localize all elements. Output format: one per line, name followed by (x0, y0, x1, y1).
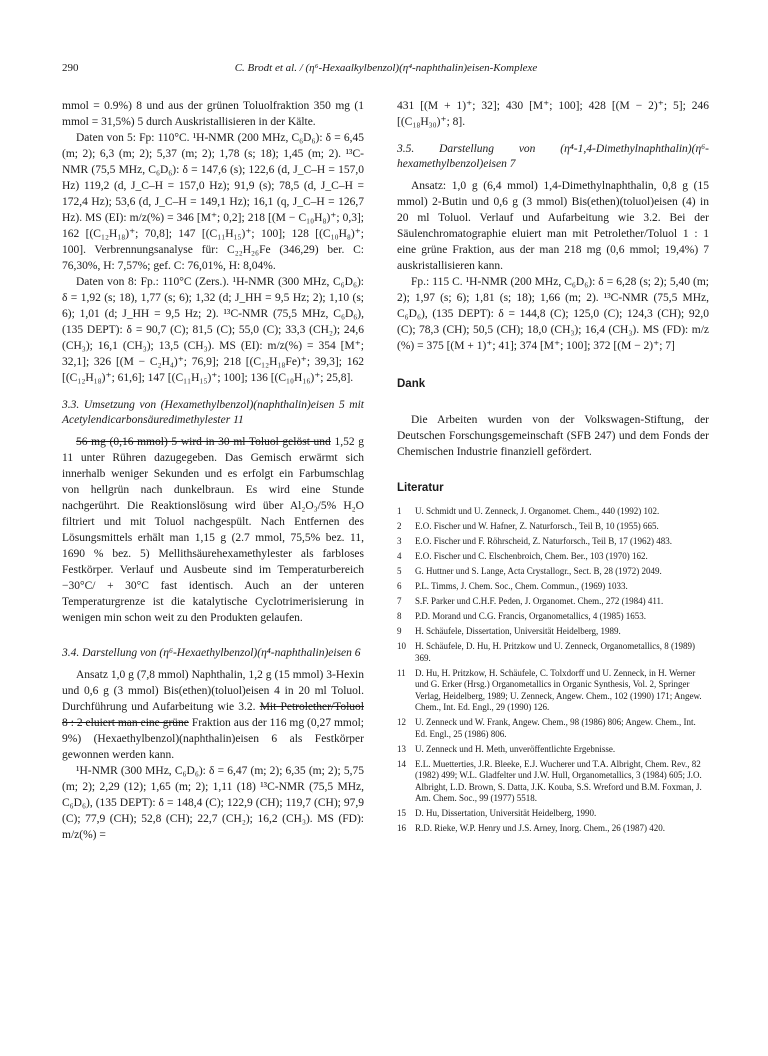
reference-item (397, 611, 709, 623)
reference-number: 1 (397, 506, 402, 516)
data-paragraph-compound-7: Fp.: 115 C. ¹H-NMR (200 MHz, C₆D₆): δ = 6,28 (s; 2); 5,40 (m; 2); 1,97 (s; 6); 1,81 (s; 18); 1,66 (m; 2). ¹³C-NMR (75,5 MHz, C₆D₆), (135 DEPT): δ = 144,8 (C); 125,0 (C); 124,3 (CH); 92,0 (C); 78,3 (CH); 50,5 (CH); 18,0 (CH₃); 16,4 (CH₃). MS (FD): m/z (%) = 375 [(M + 1)⁺; 41]; 374 [M⁺; 100]; 372 [(M − 2)⁺; 7] (397, 276, 709, 352)
reference-item (397, 626, 709, 638)
right-column (397, 98, 709, 838)
reference-text: E.O. Fischer und C. Elschenbroich, Chem. Ber., 103 (1970) 162. (415, 551, 648, 561)
acknowledgement-heading: Dank (397, 378, 426, 390)
paragraph: mmol = 0.9%) 8 und aus der grünen Toluolfraktion 350 mg (1 mmol = 31,5%) 5 durch Auskristallisieren in der Kälte. (62, 100, 364, 128)
reference-number: 5 (397, 566, 402, 576)
reference-item (397, 506, 709, 518)
reference-text: H. Schäufele, Dissertation, Universität Heidelberg, 1989. (415, 626, 621, 636)
reference-item (397, 759, 709, 805)
section-3-4-heading: 3.4. Darstellung von (η⁶-Hexaethylbenzol)(η⁴-naphthalin)eisen 6 (62, 647, 361, 659)
reference-number: 3 (397, 536, 402, 546)
reference-item (397, 566, 709, 578)
reference-number: 12 (397, 717, 406, 727)
page-number: 290 (62, 62, 79, 74)
reference-text: U. Zenneck und H. Meth, unveröffentlichte Ergebnisse. (415, 743, 616, 754)
struck-line: Mit Petrolether/Toluol 8 : 2 eluiert man eine grüne (62, 701, 364, 729)
reference-item (397, 717, 709, 740)
reference-text: P.L. Timms, J. Chem. Soc., Chem. Commun., (1969) 1033. (415, 581, 628, 591)
left-column (62, 98, 364, 843)
reference-number: 9 (397, 626, 402, 636)
reference-text: P.D. Morand und C.G. Francis, Organometallics, 4 (1985) 1653. (415, 611, 647, 621)
reference-number: 4 (397, 551, 402, 561)
reference-text: G. Huttner und S. Lange, Acta Crystallogr., Sect. B, 28 (1972) 2049. (415, 566, 662, 576)
running-title: C. Brodt et al. / (η⁶-Hexaalkylbenzol)(η⁴-naphthalin)eisen-Komplexe (234, 62, 538, 74)
reference-text: R.D. Rieke, W.P. Henry und J.S. Arney, Inorg. Chem., 26 (1987) 420. (415, 823, 665, 833)
paragraph: 431 [(M + 1)⁺; 32]; 430 [M⁺; 100]; 428 [(M − 2)⁺; 5]; 246 [(C₁₈H₃₀)⁺; 8]. (397, 100, 709, 128)
paragraph-text: 1,52 g 11 unter Rühren dazugegeben. Das Gemisch erwärmt sich innerhalb weniger Sekunden und es erfolgt ein Farbumschlag von hellgrün nach dunkelbraun. Es wird eine Stunde nachgerührt. Die Reaktionslösung wird über Al₂O₃/5% H₂O filtriert und mit Toluol nachgespült. Nach Entfernen des Lösungsmittels erhält man 1,15 g (2.7 mmol, 75,5% bez. 11, 1690 % bez. 5) Mellithsäurehexamethylester als farbloses Festkörper. Verlauf und Ausbeute sind im Temperaturbereich −30°C/ + 30°C fast identisch. Auch an der unteren Temperaturgrenze ist die katalytische Cyclotrimerisierung in wenigen min schon weit zu den Produkten gelaufen. (62, 436, 364, 624)
reference-item (397, 536, 709, 548)
acknowledgement-text: Die Arbeiten wurden von der Volkswagen-Stiftung, der Deutschen Forschungsgemeinschaft (SFB 247) und dem Fonds der Chemischen Industrie finanziell gefördert. (397, 414, 709, 458)
reference-number: 6 (397, 581, 402, 591)
reference-text: D. Hu, H. Pritzkow, H. Schäufele, C. Tolxdorff und U. Zenneck, in H. Werner und G. Erker (Hrsg.) Organometallics in Organic Synthesis, Vol. 2, Springer Verlag, Heidelberg, 1989; U. Zenneck, Angew. Chem., 102 (1990) 171; Angew. Chem., Int. Ed. Engl., 29 (1990) 126. (415, 667, 702, 712)
reference-item (397, 521, 709, 533)
references-heading: Literatur (397, 482, 444, 494)
section-3-3-paragraph (62, 434, 364, 626)
reference-number: 10 (397, 641, 406, 651)
reference-item (397, 668, 709, 714)
reference-number: 16 (397, 823, 406, 833)
reference-text: U. Schmidt und U. Zenneck, J. Organomet. Chem., 440 (1992) 102. (415, 506, 660, 516)
reference-text: U. Zenneck und W. Frank, Angew. Chem., 98 (1986) 806; Angew. Chem., Int. Ed. Engl., 25 (1986) 806. (415, 717, 696, 739)
reference-item (397, 596, 709, 608)
reference-text: D. Hu, Dissertation, Universität Heidelberg, 1990. (415, 808, 597, 818)
reference-number: 13 (397, 743, 406, 754)
paragraph-text: Fraktion aus der 116 mg (0,27 mmol; 9%) (Hexaethylbenzol)(naphthalin)eisen 6 als Festkörper gewonnen werden kann. (62, 717, 364, 761)
data-paragraph-compound-8: Daten von 8: Fp.: 110°C (Zers.). ¹H-NMR (300 MHz, C₆D₆): δ = 1,92 (s; 18), 1,77 (s; 6); 1,32 (d; J_HH = 9,5 Hz; 2); 1,10 (s; 6); 1,01 (d; J_HH = 9,5 Hz; 2). ¹³C-NMR (75,5 MHz, C₆D₆), (135 DEPT): δ = 90,7 (C); 81,5 (C); 55,0 (C); 33,3 (CH₂); 24,6 (CH₃); 16,1 (CH₃); 13,5 (CH₃). MS (EI): m/z(%) = 354 [M⁺; 32,1]; 326 [(M − C₂H₄)⁺; 76,9]; 218 [(C₁₂H₁₈Fe)⁺; 39,3]; 162 [(C₁₂H₁₈)⁺; 61,6]; 147 [(C₁₁H₁₅)⁺; 100]; 136 [(C₁₀H₁₆)⁺; 25,8]. (62, 276, 364, 384)
reference-number: 8 (397, 611, 402, 621)
reference-item (397, 551, 709, 563)
reference-item (397, 744, 709, 756)
reference-item (397, 808, 709, 820)
data-paragraph-compound-5: Daten von 5: Fp: 110°C. ¹H-NMR (200 MHz, C₆D₆): δ = 6,45 (m; 2); 6,3 (m; 2); 5,37 (m; 2); 1,78 (s; 18); 1,45 (m; 2). ¹³C-NMR (75,5 MHz, C₆D₆): δ = 147,6 (s); 122,6 (d, J_C–H = 157,0 Hz) 119,2 (d, J_C–H = 157,0 Hz); 91,9 (s); 78,5 (d, J_C–H = 172,4 Hz); 53,6 (d, J_C–H = 149,1 Hz); 16,1 (q, J_C–H = 126,7 Hz). MS (EI): m/z(%) = 346 [M⁺; 0,2]; 218 [(M − C₁₀H₈)⁺; 0,3]; 162 [(C₁₂H₁₈)⁺; 70,8]; 147 [(C₁₁H₁₅)⁺; 100]; 128 [(C₁₀H₈)⁺; 100]. Verbrennungsanalyse für: C₂₂H₂₆Fe (346,29) ber. C: 76,30%, H: 7,57%; gef. C: 76,01%, H: 8,04%. (62, 132, 364, 272)
reference-number: 2 (397, 521, 402, 531)
data-paragraph-compound-6: ¹H-NMR (300 MHz, C₆D₆): δ = 6,47 (m; 2); 6,35 (m; 2); 5,75 (m; 2); 2,29 (12); 1,65 (m; 2); 1,11 (18) ¹³C-NMR (75,5 MHz, C₆D₆), (135 DEPT): δ = 148,4 (C); 122,9 (CH); 119,7 (CH); 97,9 (C); 77,9 (CH); 52,8 (CH); 22,7 (CH₂); 16,2 (CH₃). MS (FD): m/z(%) = (62, 765, 364, 841)
reference-text: E.O. Fischer und W. Hafner, Z. Naturforsch., Teil B, 10 (1955) 665. (415, 521, 659, 531)
section-3-5-heading: 3.5. Darstellung von (η⁴-1,4-Dimethylnaphthalin)(η⁶-hexamethylbenzol)eisen 7 (397, 143, 709, 170)
reference-item (397, 823, 709, 835)
reference-number: 14 (397, 758, 406, 769)
reference-number: 7 (397, 596, 402, 606)
reference-item (397, 581, 709, 593)
paragraph-text: Ansatz 1,0 g (7,8 mmol) Naphthalin, 1,2 g (15 mmol) 3-Hexin und 0,6 g (3 mmol) Bis(ethen)(toluol)eisen 4 in 20 ml Toluol. Durchführung und Aufarbeitung wie 3.2. (62, 669, 364, 713)
reference-text: E.O. Fischer und F. Röhrscheid, Z. Naturforsch., Teil B, 17 (1962) 483. (415, 536, 672, 546)
reference-text: H. Schäufele, D. Hu, H. Pritzkow und U. Zenneck, Organometallics, 8 (1989) 369. (415, 641, 696, 663)
section-3-4-paragraph (62, 667, 364, 763)
reference-list (397, 506, 709, 835)
reference-number: 11 (397, 667, 406, 678)
reference-item (397, 641, 709, 664)
struck-line: 56 mg (0,16 mmol) 5 wird in 30 ml Toluol gelöst und (76, 436, 331, 448)
reference-number: 15 (397, 808, 406, 818)
section-3-5-paragraph: Ansatz: 1,0 g (6,4 mmol) 1,4-Dimethylnaphthalin, 0,8 g (15 mmol) 2-Butin und 0,6 g (3 mmol) Bis(ethen)(toluol)eisen (4) in 20 ml Toluol. Verlauf und Aufarbeitung wie 3.2. Bei der Säulenchromatographie eluiert man mit Petrolether/Toluol 1 : 1 eine grüne Fraktion, aus der man 218 mg (0,6 mmol; 19,4%) 7 auskristallisieren kann. (397, 180, 709, 272)
reference-text: S.F. Parker und C.H.F. Peden, J. Organomet. Chem., 272 (1984) 411. (415, 596, 664, 606)
reference-text: E.L. Muetterties, J.R. Bleeke, E.J. Wucherer und T.A. Albright, Chem. Rev., 82 (1982) 499; W.L. Gladfelter und J.W. Hull, Organometallics, 3 (1984) 605; J.O. Albright, L.D. Brown, S. Datta, J.K. Kouba, S.S. Wreford und B.M. Foxman, J. Am. Chem. Soc., 99 (1977) 5518. (415, 758, 702, 803)
section-3-3-heading: 3.3. Umsetzung von (Hexamethylbenzol)(naphthalin)eisen 5 mit Acetylendicarbonsäuredimethylester 11 (62, 399, 364, 426)
